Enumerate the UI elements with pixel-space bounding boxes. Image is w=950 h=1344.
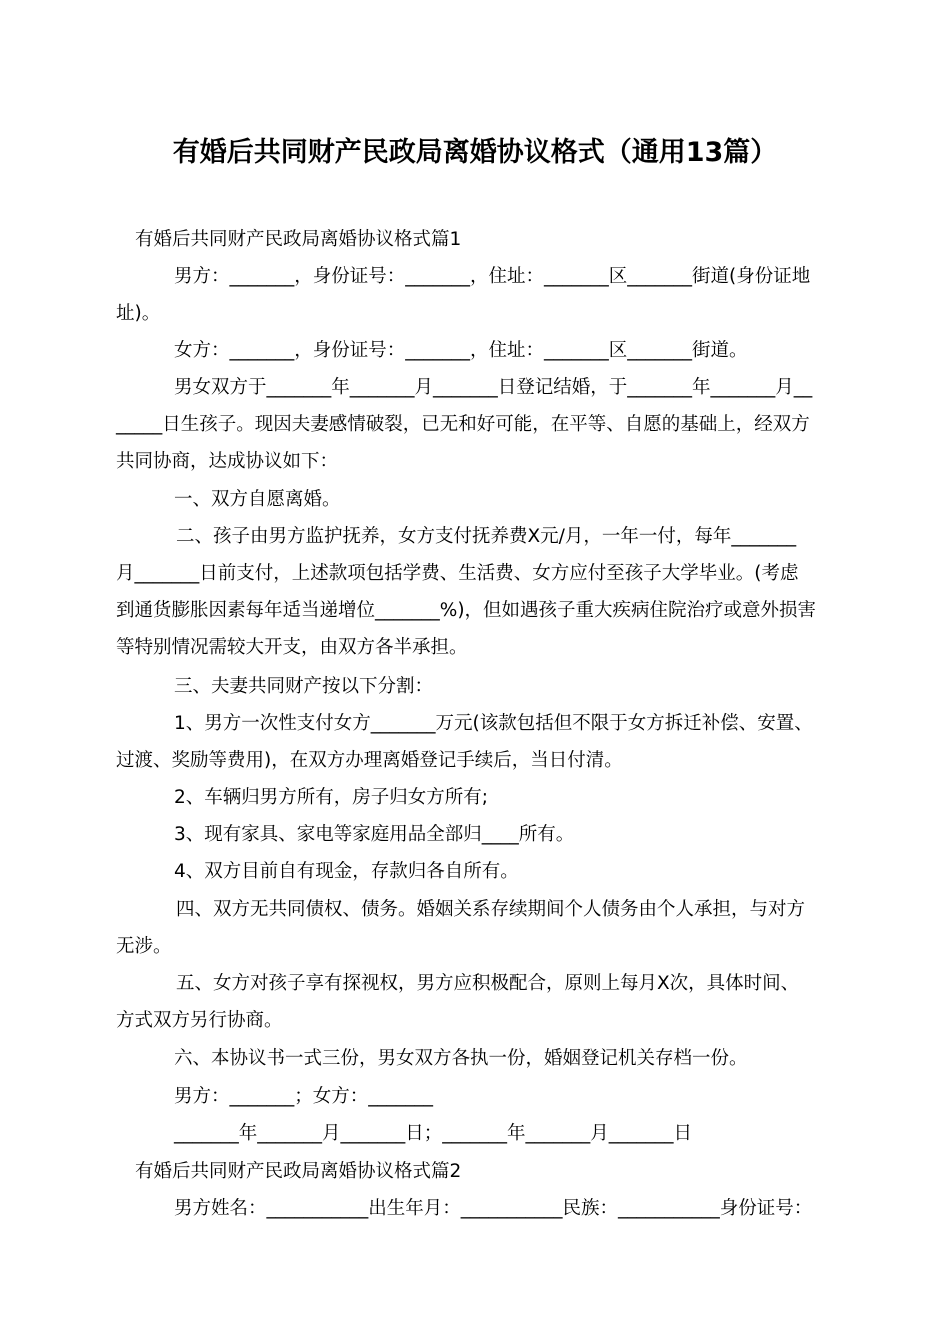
paragraph-line: 址)。 [116,303,161,324]
section-heading-2: 有婚后共同财产民政局离婚协议格式篇2 [135,1161,462,1182]
paragraph-line: 四、双方无共同债权、债务。婚姻关系存续期间个人债务由个人承担，与对方 [176,899,806,920]
paragraph-line: 女方：_______，身份证号：_______，住址：_______区_______街道。 [174,340,748,361]
section-heading-1: 有婚后共同财产民政局离婚协议格式篇1 [135,229,462,250]
paragraph-line: 等特别情况需较大开支，由双方各半承担。 [116,637,468,658]
document-title: 有婚后共同财产民政局离婚协议格式（通用13篇） [172,137,778,168]
paragraph-line: 2、车辆归男方所有，房子归女方所有; [174,787,489,808]
paragraph-line: 到通货膨胀因素每年适当递增位_______%)，但如遇孩子重大疾病住院治疗或意外损害 [116,600,817,621]
paragraph-line: 月_______日前支付，上述款项包括学费、生活费、女方应付至孩子大学毕业。(考虑 [116,563,799,584]
date-line: _______年_______月_______日；_______年_______月_______日 [174,1123,693,1144]
paragraph-line: 4、双方目前自有现金，存款归各自所有。 [174,861,519,882]
paragraph-line: 五、女方对孩子享有探视权，男方应积极配合，原则上每月X次，具体时间、 [176,973,800,994]
paragraph-line: 男方姓名：___________出生年月：___________民族：___________身份证号： [174,1198,813,1219]
paragraph-line: 过渡、奖励等费用)，在双方办理离婚登记手续后，当日付清。 [116,750,623,771]
paragraph-line: 六、本协议书一式三份，男女双方各执一份，婚姻登记机关存档一份。 [174,1048,748,1069]
paragraph-line: 男方：_______，身份证号：_______，住址：_______区_______街道(身份证地 [174,266,811,287]
signature-line: 男方：_______；女方：_______ [174,1086,434,1107]
paragraph-line: _____日生孩子。现因夫妻感情破裂，已无和好可能，在平等、自愿的基础上，经双方 [116,414,810,435]
paragraph-line: 一、双方自愿离婚。 [174,489,341,510]
paragraph-line: 三、夫妻共同财产按以下分割： [174,676,434,697]
paragraph-line: 1、男方一次性支付女方_______万元(该款包括但不限于女方拆迁补偿、安置、 [174,713,813,734]
paragraph-line: 二、孩子由男方监护抚养，女方支付抚养费X元/月，一年一付，每年_______ [176,526,797,547]
paragraph-line: 男女双方于_______年_______月_______日登记结婚，于_______年_______月__ [174,377,813,398]
paragraph-line: 方式双方另行协商。 [116,1010,283,1031]
paragraph-line: 无涉。 [116,936,172,957]
paragraph-line: 3、现有家具、家电等家庭用品全部归____所有。 [174,824,575,845]
paragraph-line: 共同协商，达成协议如下： [116,451,339,472]
